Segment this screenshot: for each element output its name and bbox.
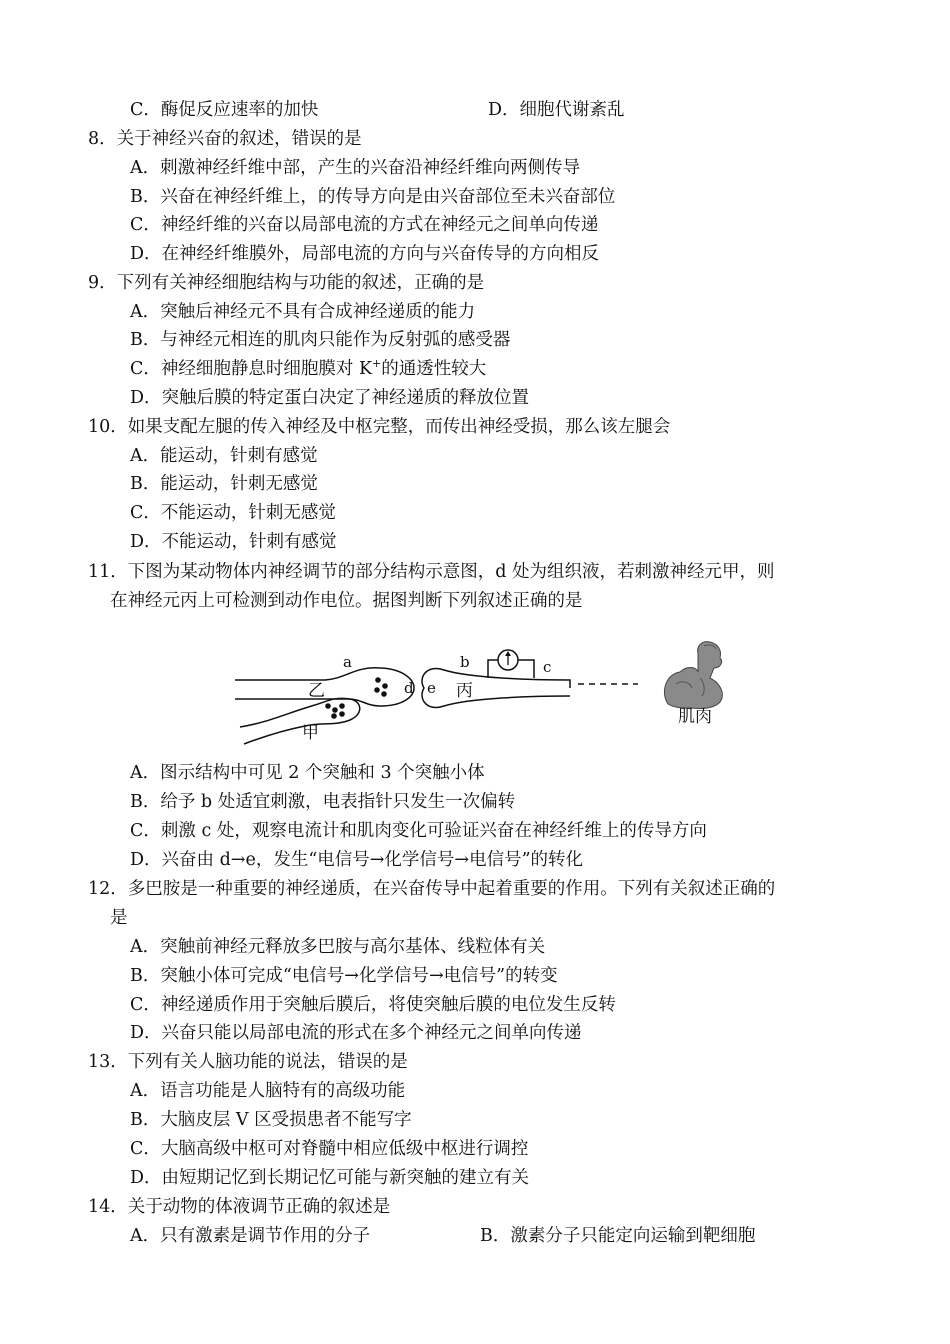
q12-stem-cont: 是 [110,908,128,928]
label-muscle: 肌肉 [678,707,712,727]
q9-option-d: D．突触后膜的特定蛋白决定了神经递质的释放位置 [130,388,530,408]
q11-option-a: A．图示结构中可见 2 个突触和 3 个突触小体 [130,763,485,783]
synaptic-vesicles-a [374,677,388,697]
label-e: e [427,679,436,697]
neuron-synapse-diagram [230,632,750,747]
q13-stem: 13．下列有关人脑功能的说法，错误的是 [88,1052,408,1072]
q9-option-a: A．突触后神经元不具有合成神经递质的能力 [130,302,476,322]
q13-option-d: D．由短期记忆到长期记忆可能与新突触的建立有关 [130,1168,530,1188]
q7-option-c: C．酶促反应速率的加快 [130,100,319,120]
q11-option-b: B．给予 b 处适宜刺激，电表指针只发生一次偏转 [130,792,516,812]
q9-option-c [130,357,486,381]
label-d: d [404,679,414,697]
q10-option-b: B．能运动，针刺无感觉 [130,474,318,494]
label-c: c [543,658,552,676]
q12-option-b: B．突触小体可完成“电信号→化学信号→电信号”的转变 [130,966,558,986]
label-bing: 丙 [456,681,473,701]
muscle-arm-icon [664,642,722,709]
label-jia: 甲 [302,723,319,743]
q14-option-a: A．只有激素是调节作用的分子 [130,1226,371,1246]
q13-option-a: A．语言功能是人脑特有的高级功能 [130,1081,406,1101]
q10-option-c: C．不能运动，针刺无感觉 [130,503,336,523]
q9-option-b: B．与神经元相连的肌肉只能作为反射弧的感受器 [130,330,511,350]
q13-option-c: C．大脑高级中枢可对脊髓中相应低级中枢进行调控 [130,1139,529,1159]
q12-option-c: C．神经递质作用于突触后膜后，将使突触后膜的电位发生反转 [130,995,616,1015]
q10-stem: 10．如果支配左腿的传入神经及中枢完整，而传出神经受损，那么该左腿会 [88,417,671,437]
label-yi: 乙 [308,681,325,701]
q11-stem-cont: 在神经元丙上可检测到动作电位。据图判断下列叙述正确的是 [110,591,583,611]
q14-option-b: B．激素分子只能定向运输到靶细胞 [480,1226,756,1246]
q11-option-d: D．兴奋由 d→e，发生“电信号→化学信号→电信号”的转化 [130,850,584,870]
q8-option-c: C．神经纤维的兴奋以局部电流的方式在神经元之间单向传递 [130,215,599,235]
label-b: b [460,653,470,671]
q12-option-d: D．兴奋只能以局部电流的形式在多个神经元之间单向传递 [130,1023,582,1043]
q12-option-a: A．突触前神经元释放多巴胺与高尔基体、线粒体有关 [130,937,546,957]
synaptic-vesicles-jia [325,703,345,719]
q7-option-d: D．细胞代谢紊乱 [488,100,625,120]
q9-option-c-text-end: 的通透性较大 [381,359,487,379]
label-a: a [343,653,352,671]
potassium-charge: + [372,357,382,371]
q10-option-d: D．不能运动，针刺有感觉 [130,532,337,552]
q8-option-d: D．在神经纤维膜外，局部电流的方向与兴奋传导的方向相反 [130,244,600,264]
q13-option-b: B．大脑皮层 V 区受损患者不能写字 [130,1110,412,1130]
q8-option-a: A．刺激神经纤维中部，产生的兴奋沿神经纤维向两侧传导 [130,158,581,178]
q12-stem: 12．多巴胺是一种重要的神经递质，在兴奋传导中起着重要的作用。下列有关叙述正确的 [88,879,776,899]
q8-stem: 8．关于神经兴奋的叙述，错误的是 [88,129,362,149]
q11-option-c: C．刺激 c 处，观察电流计和肌肉变化可验证兴奋在神经纤维上的传导方向 [130,821,707,841]
galvanometer [488,650,534,678]
q11-stem: 11．下图为某动物体内神经调节的部分结构示意图，d 处为组织液，若刺激神经元甲，则 [88,562,775,582]
q9-stem: 9．下列有关神经细胞结构与功能的叙述，正确的是 [88,273,485,293]
q8-option-b: B．兴奋在神经纤维上，的传导方向是由兴奋部位至未兴奋部位 [130,187,616,207]
q9-option-c-text: C．神经细胞静息时细胞膜对 K [130,359,373,379]
q10-option-a: A．能运动，针刺有感觉 [130,446,318,466]
q14-stem: 14．关于动物的体液调节正确的叙述是 [88,1197,391,1217]
